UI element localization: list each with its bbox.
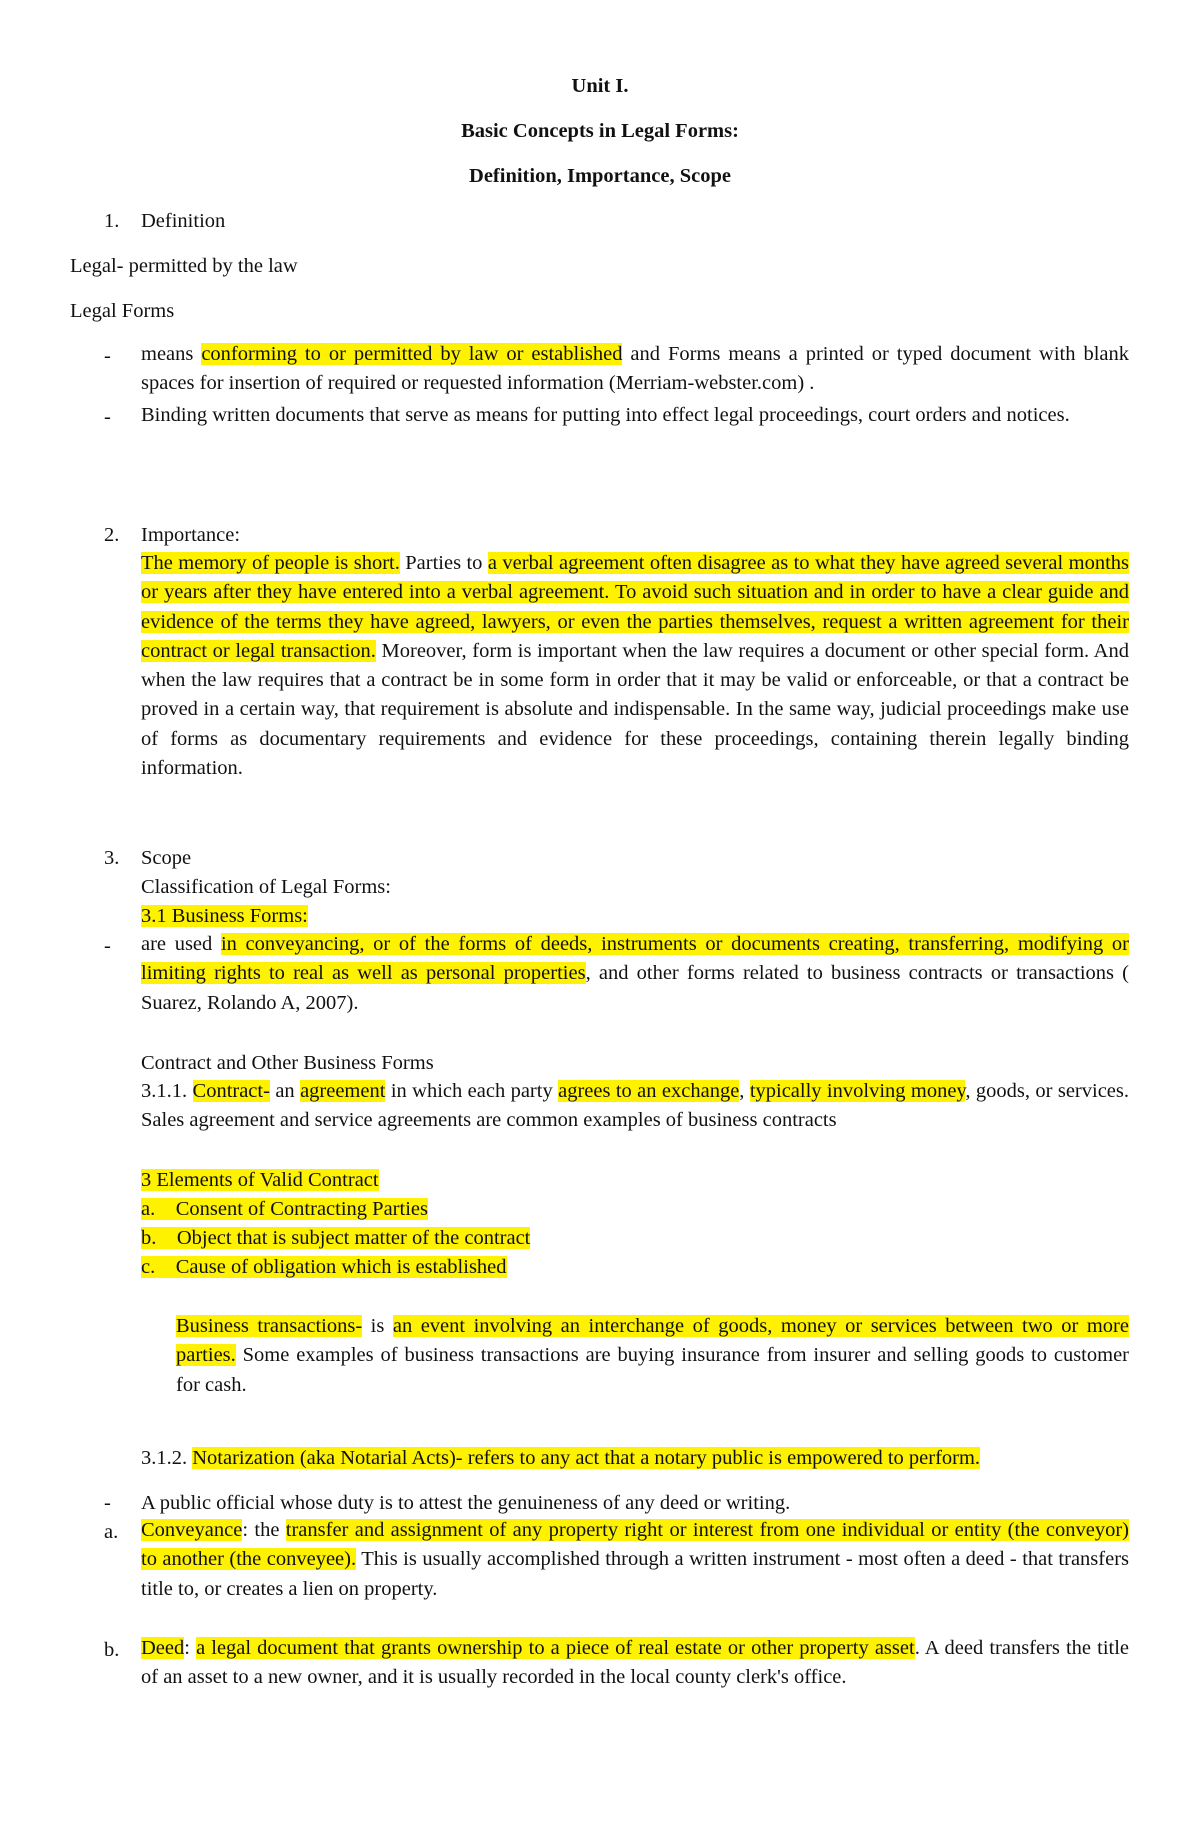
contract-definition: 3.1.1. Contract- an agreement in which each party agrees to an exchange, typically involving money, goods, or services. Sales agreement and service agreements are common examples of business contracts [141, 1080, 1129, 1132]
deed-paragraph: Deed: a legal document that grants ownership to a piece of real estate or other property asset. A deed transfers the title of an asset to a new owner, and it is usually recorded in the local county clerk's office. [141, 1637, 1130, 1689]
notarization-heading: 3.1.2. Notarization (aka Notarial Acts)- refers to any act that a notary public is empowered to perform. [141, 1447, 981, 1469]
notary-public-text: A public official whose duty is to attest the genuineness of any deed or writing. [141, 1492, 791, 1514]
business-forms-heading: 3.1 Business Forms: [141, 905, 308, 927]
dash-bullet: - [104, 406, 111, 428]
legal-definition: Legal- permitted by the law [70, 255, 298, 277]
list-item: b. Object that is subject matter of the contract [141, 1227, 531, 1249]
list-marker: b. [104, 1639, 120, 1661]
highlight: a verbal agreement often disagree as to what they have agreed several months or years after they have entered into a verbal agreement. To avoid such situation and in order to have a clear guide and evidence of the terms they have agreed, lawyers, or even the parties themselves, request a written agreement for their contract or legal transaction. [141, 552, 1129, 662]
list-marker: a. [104, 1521, 119, 1543]
list-item: a. Consent of Contracting Parties [141, 1198, 428, 1220]
highlight: in conveyancing, or of the forms of deeds, instruments or documents creating, transferring, modifying or limiting rights to real as well as personal properties [141, 933, 1129, 985]
list-item: c. Cause of obligation which is established [141, 1256, 507, 1278]
classification-label: Classification of Legal Forms: [141, 876, 391, 898]
highlight: The memory of people is short. [141, 552, 400, 574]
doc-subtitle: Definition, Importance, Scope [469, 165, 731, 187]
highlight: conforming to or permitted by law or established [201, 343, 623, 365]
section-number: 2. [104, 524, 120, 546]
section-number: 1. [104, 210, 120, 232]
unit-title: Unit I. [571, 75, 629, 97]
business-forms-text: are used in conveyancing, or of the forms of deeds, instruments or documents creating, transferring, modifying or limiting rights to real as well as personal properties, and other forms related to business contracts or transactions ( Suarez, Rolando A, 2007). [141, 933, 1129, 1014]
section-heading: Importance: [141, 524, 241, 546]
dash-bullet: - [104, 345, 111, 367]
importance-paragraph: The memory of people is short. Parties to a verbal agreement often disagree as to what they have agreed several months or years after they have entered into a verbal agreement. To avoid such situation and in order to have a clear guide and evidence of the terms they have agreed, lawyers, or even the parties themselves, request a written agreement for their contract or legal transaction. Moreover, form is important when the law requires a document or other special form. And when the law requires that a contract be in some form in order that it may be valid or enforceable, or that a contract be proved in a certain way, that requirement is absolute and indispensable. In the same way, judicial proceedings make use of forms as documentary requirements and evidence for these proceedings, containing therein legally binding information. [141, 552, 1129, 780]
definition-bullet: Binding written documents that serve as means for putting into effect legal proceedings, court orders and notices. [141, 404, 1070, 426]
dash-bullet: - [104, 1492, 111, 1514]
section-number: 3. [104, 847, 120, 869]
section-heading: Scope [141, 847, 192, 869]
contract-forms-label: Contract and Other Business Forms [141, 1052, 434, 1074]
definition-bullet: means conforming to or permitted by law or established and Forms means a printed or typed document with blank spaces for insertion of required or requested information (Merriam-webster.com) . [141, 343, 1129, 395]
legal-forms-label: Legal Forms [70, 300, 175, 322]
conveyance-paragraph: Conveyance: the transfer and assignment of any property right or interest from one individual or entity (the conveyor) to another (the conveyee). This is usually accomplished through a written instrument - most often a deed - that transfers title to, or creates a lien on property. [141, 1519, 1129, 1600]
business-transactions-paragraph: Business transactions- is an event involving an interchange of goods, money or services between two or more parties. Some examples of business transactions are buying insurance from insurer and selling goods to customer for cash. [176, 1315, 1129, 1396]
section-heading: Definition [141, 210, 226, 232]
dash-bullet: - [104, 935, 111, 957]
elements-title: 3 Elements of Valid Contract [141, 1169, 379, 1191]
doc-title: Basic Concepts in Legal Forms: [461, 120, 739, 142]
